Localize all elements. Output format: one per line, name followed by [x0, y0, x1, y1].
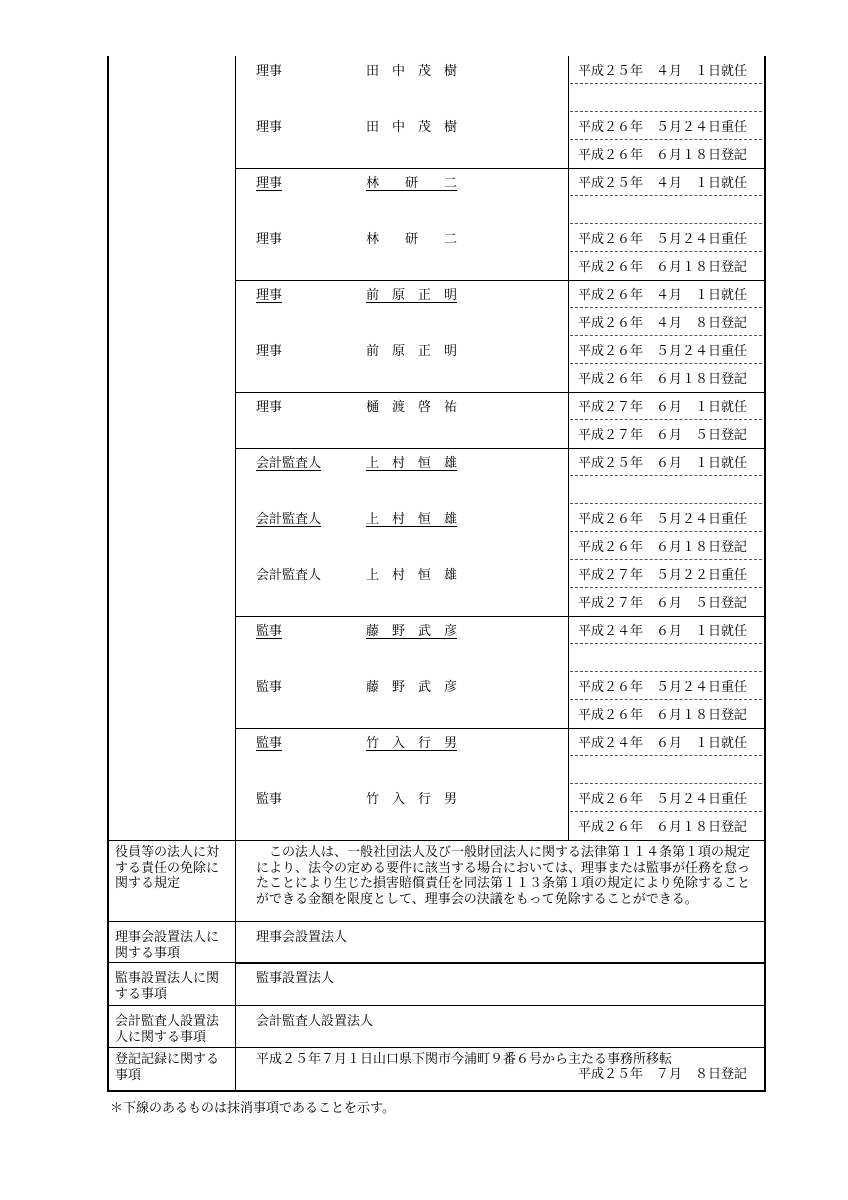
dashed-separator	[570, 195, 762, 196]
officer-name: 前 原 正 明	[366, 344, 458, 359]
officer-date: 平成２５年 ４月 １日就任	[578, 176, 748, 191]
dashed-separator	[570, 531, 762, 532]
officer-date: 平成２６年 ６月１８日登記	[578, 148, 748, 163]
officer-title: 監事	[256, 624, 283, 639]
auditor-value: 監事設置法人	[256, 971, 335, 986]
dashed-separator	[570, 755, 762, 756]
officer-date: 平成２６年 ６月１８日登記	[578, 540, 748, 555]
dashed-separator	[570, 307, 762, 308]
dashed-separator	[570, 223, 762, 224]
officer-date: 平成２４年 ６月 １日就任	[578, 736, 748, 751]
column-divider	[568, 56, 569, 840]
officer-date: 平成２７年 ５月２２日重任	[578, 568, 748, 583]
officer-title: 会計監査人	[256, 512, 322, 527]
group-divider	[235, 168, 764, 169]
officer-title: 理事	[256, 176, 283, 191]
officer-date: 平成２４年 ６月 １日就任	[578, 624, 748, 639]
officer-date: 平成２６年 ６月１８日登記	[578, 708, 748, 723]
officer-date: 平成２５年 ６月 １日就任	[578, 456, 748, 471]
dashed-separator	[570, 475, 762, 476]
value-rule	[235, 963, 764, 964]
liability-text: この法人は、一般社団法人及び一般財団法人に関する法律第１１４条第１項の規定により、法令の定める要件に該当する場合においては、理事または監事が任務を怠ったことにより生じた損害賠償責任を同法第１１３条第１項の規定により免除することができる金額を限度として、理事会の決議をもって免除することができる。	[256, 845, 751, 907]
officer-name: 竹 入 行 男	[366, 736, 458, 751]
officer-date: 平成２６年 ６月１８日登記	[578, 372, 748, 387]
officer-title: 理事	[256, 400, 283, 415]
record-date: 平成２５年 ７月 ８日登記	[578, 1067, 748, 1082]
officer-name: 竹 入 行 男	[366, 792, 458, 807]
board-label: 理事会設置法人に関する事項	[115, 930, 220, 961]
column-divider	[235, 56, 236, 840]
record-label: 登記記録に関する事項	[115, 1052, 220, 1083]
officer-date: 平成２６年 ６月１８日登記	[578, 260, 748, 275]
group-divider	[235, 728, 764, 729]
table-bottom-border	[107, 1090, 766, 1092]
dashed-separator	[570, 251, 762, 252]
section-divider	[107, 1005, 766, 1006]
section-divider	[107, 1047, 766, 1048]
column-divider	[235, 840, 236, 1090]
officer-title: 会計監査人	[256, 568, 322, 583]
officer-title: 理事	[256, 344, 283, 359]
dashed-separator	[570, 587, 762, 588]
group-divider	[235, 392, 764, 393]
officer-date: 平成２６年 ５月２４日重任	[578, 344, 748, 359]
accounting-label: 会計監査人設置法人に関する事項	[115, 1014, 220, 1045]
officer-name: 前 原 正 明	[366, 288, 458, 303]
dashed-separator	[570, 811, 762, 812]
group-divider	[235, 280, 764, 281]
dashed-separator	[570, 335, 762, 336]
section-divider	[107, 840, 766, 841]
officer-title: 理事	[256, 120, 283, 135]
officer-date: 平成２６年 ５月２４日重任	[578, 120, 748, 135]
dashed-separator	[570, 83, 762, 84]
officer-name: 上 村 恒 雄	[366, 568, 458, 583]
officer-date: 平成２６年 ５月２４日重任	[578, 680, 748, 695]
footnote: ＊下線のあるものは抹消事項であることを示す。	[110, 1101, 395, 1116]
officer-name: 樋 渡 啓 祐	[366, 400, 458, 415]
dashed-separator	[570, 139, 762, 140]
accounting-value: 会計監査人設置法人	[256, 1014, 374, 1029]
dashed-separator	[570, 643, 762, 644]
officer-name: 林 研 二	[366, 176, 458, 191]
dashed-separator	[570, 559, 762, 560]
record-value: 平成２５年７月１日山口県下関市今浦町９番６号から主たる事務所移転	[256, 1052, 673, 1067]
auditor-label: 監事設置法人に関する事項	[115, 971, 220, 1002]
officer-date: 平成２６年 ５月２４日重任	[578, 792, 748, 807]
officer-name: 上 村 恒 雄	[366, 456, 458, 471]
officer-date: 平成２５年 ４月 １日就任	[578, 64, 748, 79]
section-divider	[107, 921, 766, 922]
officer-date: 平成２７年 ６月 ５日登記	[578, 428, 748, 443]
dashed-separator	[570, 503, 762, 504]
board-value: 理事会設置法人	[256, 930, 348, 945]
officer-title: 理事	[256, 232, 283, 247]
table-right-border	[764, 56, 766, 1090]
officer-date: 平成２６年 ４月 １日就任	[578, 288, 748, 303]
officer-title: 監事	[256, 680, 283, 695]
officer-date: 平成２６年 ６月１８日登記	[578, 820, 748, 835]
officer-date: 平成２７年 ６月 １日就任	[578, 400, 748, 415]
dashed-separator	[570, 783, 762, 784]
group-divider	[235, 448, 764, 449]
table-left-border	[107, 56, 109, 1090]
dashed-separator	[570, 671, 762, 672]
dashed-separator	[570, 699, 762, 700]
officer-title: 会計監査人	[256, 456, 322, 471]
officer-date: 平成２６年 ５月２４日重任	[578, 232, 748, 247]
officer-date: 平成２７年 ６月 ５日登記	[578, 596, 748, 611]
officer-name: 林 研 二	[366, 232, 458, 247]
officer-title: 監事	[256, 792, 283, 807]
dashed-separator	[570, 419, 762, 420]
liability-label: 役員等の法人に対する責任の免除に関する規定	[115, 845, 220, 891]
officer-title: 理事	[256, 288, 283, 303]
dashed-separator	[570, 111, 762, 112]
dashed-separator	[570, 363, 762, 364]
officer-name: 田 中 茂 樹	[366, 120, 458, 135]
officer-title: 理事	[256, 64, 283, 79]
officer-name: 田 中 茂 樹	[366, 64, 458, 79]
officer-date: 平成２６年 ５月２４日重任	[578, 512, 748, 527]
officer-name: 藤 野 武 彦	[366, 680, 458, 695]
group-divider	[235, 616, 764, 617]
officer-name: 藤 野 武 彦	[366, 624, 458, 639]
officer-name: 上 村 恒 雄	[366, 512, 458, 527]
officer-date: 平成２６年 ４月 ８日登記	[578, 316, 748, 331]
officer-title: 監事	[256, 736, 283, 751]
